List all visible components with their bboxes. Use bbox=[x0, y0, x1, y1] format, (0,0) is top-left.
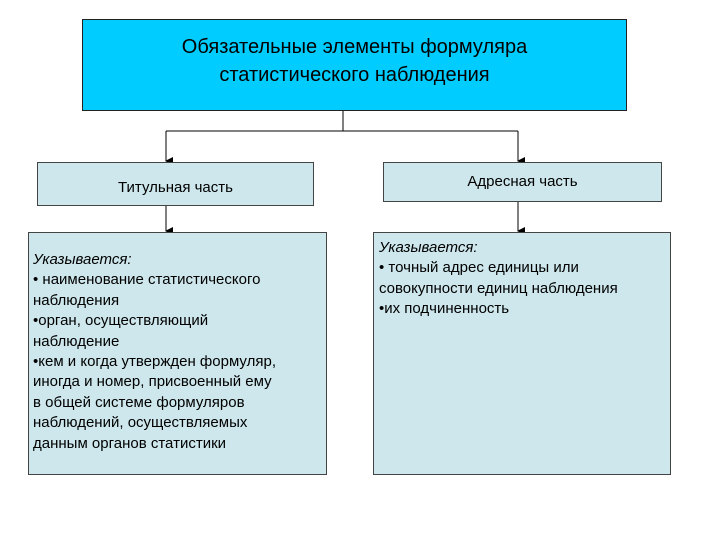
title-part-heading-box bbox=[37, 162, 314, 206]
title-part-detail-box bbox=[28, 232, 327, 475]
address-part-heading-box bbox=[383, 162, 662, 202]
title-line-2: статистического наблюдения bbox=[219, 64, 490, 86]
title-part-line: иногда и номер, присвоенный ему bbox=[33, 373, 272, 391]
title-part-line: в общей системе формуляров bbox=[33, 393, 245, 411]
address-part-lead: Указывается: bbox=[379, 239, 478, 256]
address-part-line: • точный адрес единицы или bbox=[379, 259, 579, 277]
title-part-line: •орган, осуществляющий bbox=[33, 312, 209, 330]
title-part-line: наблюдение bbox=[33, 332, 120, 350]
address-part-detail-box bbox=[373, 232, 671, 475]
title-part-line: наблюдений, осуществляемых bbox=[33, 414, 248, 432]
title-part-line: данным органов статистики bbox=[33, 434, 227, 452]
title-part-lead: Указывается: bbox=[33, 251, 132, 268]
title-line-1: Обязательные элементы формуляра bbox=[181, 36, 528, 58]
title-part-line: •кем и когда утвержден формуляр, bbox=[33, 353, 276, 371]
address-part-heading: Адресная часть bbox=[467, 172, 578, 190]
title-part-line: наблюдения bbox=[33, 291, 120, 309]
title-part-heading: Титульная часть bbox=[118, 178, 233, 196]
title-part-line: • наименование статистического bbox=[33, 271, 261, 289]
title-box bbox=[82, 19, 627, 111]
address-part-line: совокупности единиц наблюдения bbox=[379, 279, 618, 297]
address-part-line: •их подчиненность bbox=[379, 300, 510, 318]
